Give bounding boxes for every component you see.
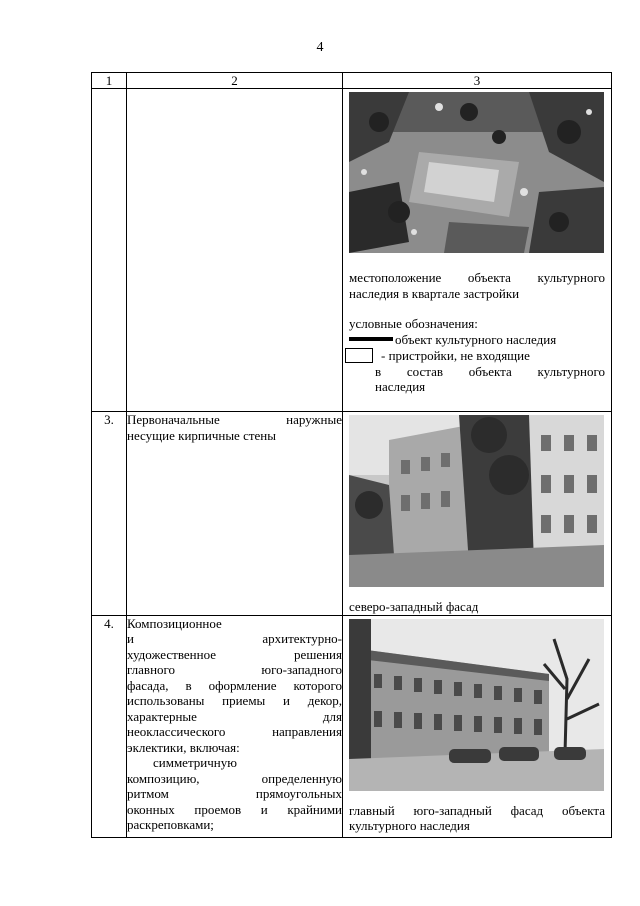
row-4-text-line9: эклектики, включая:	[127, 739, 240, 755]
annex-box-swatch	[345, 348, 373, 363]
location-map-image	[349, 92, 604, 253]
header-col-1: 1	[92, 73, 127, 89]
legend-item-annex-label: - пристройки, не входящие	[381, 348, 530, 363]
row-4-text-line12: ритмом прямоугольных	[127, 786, 342, 801]
northwest-facade-photo	[349, 415, 604, 587]
page-number: 4	[316, 40, 324, 55]
row-4-text-line6: использованы приемы и декор,	[127, 693, 342, 708]
row-4-description	[127, 615, 343, 837]
table-row-3	[92, 412, 612, 616]
row-3-text-line1: Первоначальные наружные	[127, 412, 342, 427]
table-header-row	[92, 73, 612, 89]
legend-annex-line2: в состав объекта культурного	[375, 363, 605, 379]
row-4-text-line5: фасада, в оформление которого	[127, 677, 342, 693]
row-4-number: 4.	[92, 615, 127, 837]
row-4-text-line2: и архитектурно-	[127, 631, 342, 646]
row-4-text-line1: Композиционное	[127, 615, 222, 631]
cell-description-empty	[127, 89, 343, 412]
southwest-facade-caption-line1: главный юго-западный фасад объекта	[349, 802, 605, 818]
row-3-description	[127, 412, 343, 616]
row-4-text-line10: симметричную	[153, 755, 237, 770]
row-3-text-line2: несущие кирпичные стены	[127, 427, 276, 443]
legend-item-annex	[343, 348, 611, 364]
northwest-facade-caption: северо-западный фасад	[349, 599, 479, 614]
row-4-text-line13: оконных проемов и крайними	[127, 801, 342, 817]
legend-item-heritage-label: объект культурного наследия	[395, 331, 557, 347]
row-4-text-line8: неоклассического направления	[127, 724, 342, 739]
heritage-table	[91, 72, 612, 838]
row-4-text-line3: художественное решения	[127, 646, 342, 662]
map-caption-line1: местоположение объекта культурного	[349, 270, 605, 285]
map-caption-line2: наследия в квартале застройки	[349, 285, 520, 301]
header-col-3: 3	[343, 73, 612, 89]
cell-photo-nw	[343, 412, 612, 616]
row-4-text-line4: главного юго-западного	[127, 662, 342, 677]
row-4-text-line11: композицию, определенную	[127, 770, 342, 786]
table-row-map	[92, 89, 612, 412]
legend-title: условные обозначения:	[349, 316, 478, 331]
row-4-text-line14: раскреповками;	[127, 817, 214, 832]
heritage-line-swatch	[349, 337, 393, 341]
southwest-facade-photo	[349, 619, 604, 791]
southwest-facade-caption-line2: культурного наследия	[349, 818, 470, 833]
table-row-4	[92, 615, 612, 837]
cell-photo-sw	[343, 615, 612, 837]
cell-map	[343, 89, 612, 412]
row-3-number: 3.	[92, 412, 127, 616]
header-col-2: 2	[127, 73, 343, 89]
legend-annex-line3: наследия	[375, 379, 426, 394]
legend-item-heritage	[343, 332, 611, 348]
cell-number-empty	[92, 89, 127, 412]
row-4-text-line7: характерные для	[127, 708, 342, 724]
